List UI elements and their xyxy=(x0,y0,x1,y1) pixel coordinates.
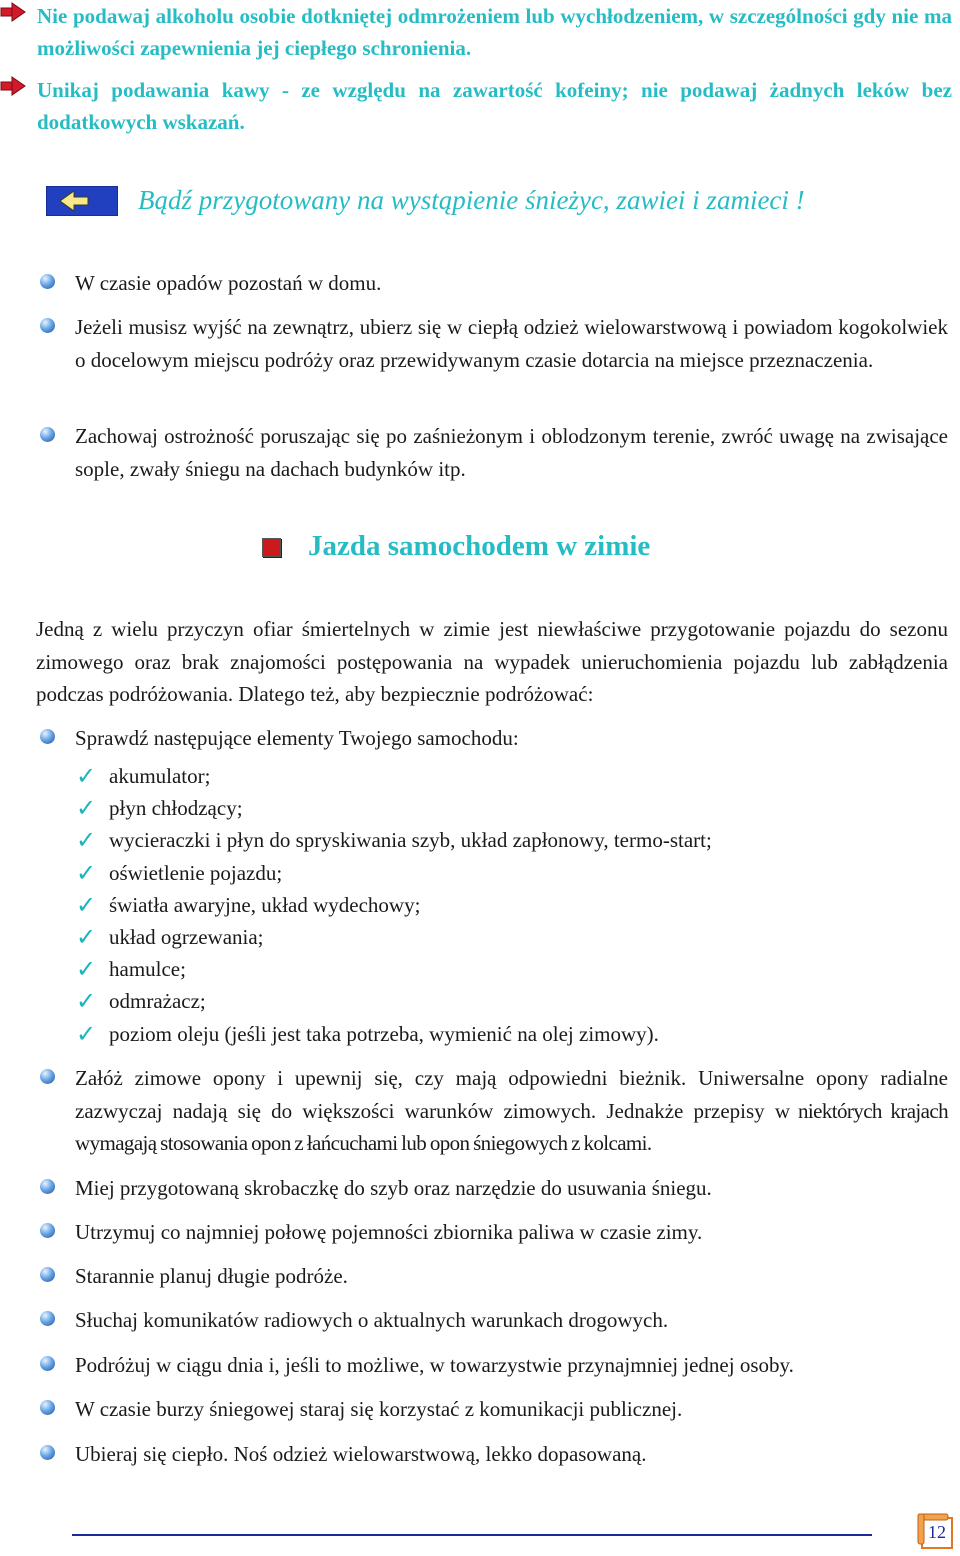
section-title: Jazda samochodem w zimie xyxy=(308,530,651,562)
checklist-item xyxy=(76,953,712,985)
page-number-badge xyxy=(914,1512,956,1552)
tyres-text-continued: w niektórych krajach wymagają stosowania opon z łańcuchami lub opon śniegowych z kolcami. xyxy=(75,1098,948,1155)
checkmark-icon: ✓ xyxy=(76,794,97,823)
page-number: 12 xyxy=(928,1522,946,1542)
checkmark-icon: ✓ xyxy=(76,987,97,1016)
checkmark-icon: ✓ xyxy=(76,826,97,855)
section-title: Bądź przygotowany na wystąpienie śnieżyc, zawiei i zamieci ! xyxy=(138,185,805,215)
checklist-item xyxy=(76,921,712,953)
checklist-item-text: hamulce; xyxy=(109,957,186,982)
checklist xyxy=(76,760,712,1050)
red-arrow-icon xyxy=(0,2,26,22)
blue-ball-bullet-icon xyxy=(40,729,55,744)
checklist-item-text: odmrażacz; xyxy=(109,989,206,1014)
blue-ball-bullet-icon xyxy=(40,1223,55,1238)
checklist-item xyxy=(76,792,712,824)
checkmark-icon: ✓ xyxy=(76,1019,97,1048)
checklist-item xyxy=(76,985,712,1017)
list-item-text: W czasie burzy śniegowej staraj się korzystać z komunikacji publicznej. xyxy=(75,1397,683,1421)
list-item-text: Starannie planuj długie podróże. xyxy=(75,1264,348,1288)
list-item xyxy=(40,1349,948,1382)
blue-ball-bullet-icon xyxy=(40,1179,55,1194)
blue-ball-bullet-icon xyxy=(40,1356,55,1371)
warning-text: Nie podawaj alkoholu osobie dotkniętej odmrożeniem lub wychłodzeniem, w szczególności gdy nie ma możliwości zapewnienia jej ciepłego schronienia. xyxy=(37,4,952,60)
warning-text: Unikaj podawania kawy - ze względu na zawartość kofeiny; nie podawaj żadnych leków bez dodatkowych wskazań. xyxy=(37,78,952,134)
list-item xyxy=(40,1216,948,1249)
list-item xyxy=(40,1438,948,1471)
tyres-text: Załóż zimowe opony i upewnij się, czy mają odpowiedni bieżnik. Uniwersalne opony radialne zazwyczaj nadają się do większości warunków zimowych. Jednakże przepisy xyxy=(75,1066,948,1123)
blue-ball-bullet-icon xyxy=(40,1311,55,1326)
checklist-item xyxy=(76,889,712,921)
red-square-icon xyxy=(262,538,281,557)
warning-item xyxy=(0,74,952,138)
checklist-item xyxy=(76,857,712,889)
checklist-item-text: płyn chłodzący; xyxy=(109,796,243,821)
blue-ball-bullet-icon xyxy=(40,1069,55,1084)
checklist-item-text: światła awaryjne, układ wydechowy; xyxy=(109,892,421,917)
list-item-text xyxy=(75,1062,948,1160)
checklist-item xyxy=(76,760,712,792)
red-arrow-icon xyxy=(0,76,26,96)
list-item-text: Podróżuj w ciągu dnia i, jeśli to możliwe, w towarzystwie przynajmniej jednej osoby. xyxy=(75,1353,794,1377)
blue-ball-bullet-icon xyxy=(40,1267,55,1282)
checklist-item xyxy=(76,1018,712,1050)
checklist-item-text: akumulator; xyxy=(109,764,211,788)
checklist-item-text: poziom oleju (jeśli jest taka potrzeba, wymienić na olej zimowy). xyxy=(109,1021,659,1046)
back-arrow-icon[interactable] xyxy=(46,186,118,216)
checklist-item xyxy=(76,824,712,856)
list-item xyxy=(40,1260,948,1293)
list-item-text: Słuchaj komunikatów radiowych o aktualnych warunkach drogowych. xyxy=(75,1308,669,1332)
blue-ball-bullet-icon xyxy=(40,427,55,442)
checkmark-icon: ✓ xyxy=(76,762,97,790)
checkmark-icon: ✓ xyxy=(76,890,97,919)
list-item-text: Zachowaj ostrożność poruszając się po zaśnieżonym i oblodzonym terenie, zwróć uwagę na zwisające sople, zwały śniegu na dachach budynków itp. xyxy=(75,424,948,481)
warning-item xyxy=(0,0,952,64)
list-item-text: Miej przygotowaną skrobaczkę do szyb oraz narzędzie do usuwania śniegu. xyxy=(75,1176,712,1200)
blue-ball-bullet-icon xyxy=(40,318,55,333)
list-item xyxy=(40,311,948,376)
checkmark-icon: ✓ xyxy=(76,922,97,951)
footer-divider xyxy=(72,1534,872,1536)
list-item xyxy=(40,722,948,755)
checklist-item-text: wycieraczki i płyn do spryskiwania szyb, układ zapłonowy, termo-start; xyxy=(109,828,712,853)
checklist-item-text: układ ogrzewania; xyxy=(109,924,264,949)
list-item xyxy=(40,420,948,485)
list-item-text: W czasie opadów pozostań w domu. xyxy=(75,271,382,295)
intro-paragraph: Jedną z wielu przyczyn ofiar śmiertelnych w zimie jest niewłaściwe przygotowanie pojazdu do sezonu zimowego oraz brak znajomości postępowania na wypadek unieruchomienia pojazdu lub zabłądzenia podczas podróżowania. Dlatego też, aby bezpiecznie podróżować: xyxy=(36,617,948,706)
list-item-text: Utrzymuj co najmniej połowę pojemności zbiornika paliwa w czasie zimy. xyxy=(75,1220,703,1244)
checkmark-icon: ✓ xyxy=(76,955,97,984)
list-item-text: Sprawdź następujące elementy Twojego samochodu: xyxy=(75,726,519,750)
checkmark-icon: ✓ xyxy=(76,858,97,887)
blue-ball-bullet-icon xyxy=(40,1445,55,1460)
blue-ball-bullet-icon xyxy=(40,1400,55,1415)
list-item xyxy=(40,1393,948,1426)
list-item xyxy=(40,1062,948,1160)
list-item-text: Jeżeli musisz wyjść na zewnątrz, ubierz się w ciepłą odzież wielowarstwową i powiadom kogokolwiek o docelowym miejscu podróży oraz przewidywanym czasie dotarcia na miejsce przeznaczenia. xyxy=(75,315,948,372)
list-item xyxy=(40,1172,948,1205)
list-item xyxy=(40,267,948,300)
list-item-text: Ubieraj się ciepło. Noś odzież wielowarstwową, lekko dopasowaną. xyxy=(75,1442,647,1466)
checklist-item-text: oświetlenie pojazdu; xyxy=(109,860,283,885)
list-item xyxy=(40,1304,948,1337)
blue-ball-bullet-icon xyxy=(40,274,55,289)
